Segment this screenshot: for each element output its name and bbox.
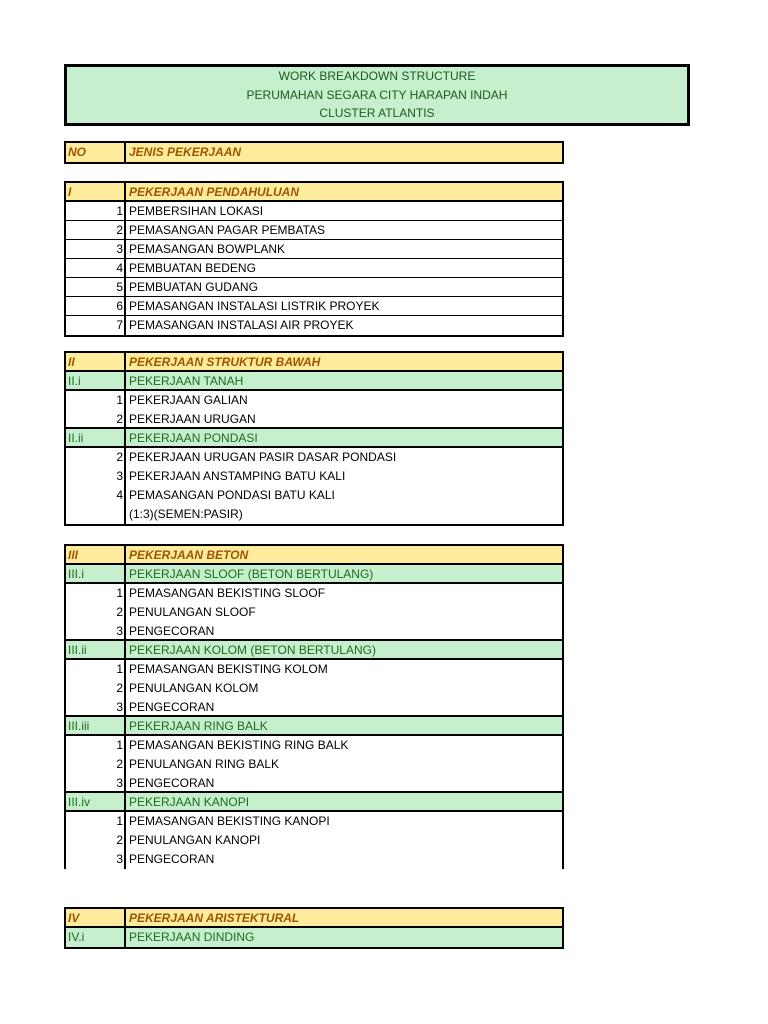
item-label: PEMASANGAN PONDASI BATU KALI xyxy=(129,488,335,502)
subsection-title: PEKERJAAN DINDING xyxy=(129,930,255,944)
item-label: PENULANGAN KANOPI xyxy=(129,833,261,847)
item-label: PENULANGAN KOLOM xyxy=(129,681,259,695)
table-row xyxy=(66,221,562,240)
subsection-no: II.ii xyxy=(66,429,126,446)
item-label: PEMASANGAN BEKISTING SLOOF xyxy=(129,586,326,600)
item-number: 7 xyxy=(66,316,126,335)
item-number: 2 xyxy=(66,679,126,698)
table-row xyxy=(66,278,562,297)
table-row xyxy=(66,316,562,335)
table-row xyxy=(66,660,562,679)
column-header-jenis: JENIS PEKERJAAN xyxy=(129,145,242,159)
section-title: PEKERJAAN PENDAHULUAN xyxy=(129,185,300,199)
item-label: PENULANGAN SLOOF xyxy=(129,605,256,619)
subsection-no: III.iii xyxy=(66,717,126,734)
table-row xyxy=(66,603,562,622)
column-header-table xyxy=(64,141,564,164)
table-row xyxy=(66,410,562,429)
subsection-row xyxy=(66,793,562,812)
section-no: I xyxy=(66,183,126,200)
table-row xyxy=(66,831,562,850)
table-row xyxy=(66,679,562,698)
table-row xyxy=(66,486,562,505)
subsection-no: IV.i xyxy=(66,928,126,947)
section-no: II xyxy=(66,353,126,370)
item-label: PENGECORAN xyxy=(129,852,215,866)
item-label: PENGECORAN xyxy=(129,624,215,638)
subsection-no: III.i xyxy=(66,565,126,582)
subsection-row xyxy=(66,641,562,660)
title-line-2: PERUMAHAN SEGARA CITY HARAPAN INDAH xyxy=(246,87,508,102)
item-label: PEMASANGAN BEKISTING RING BALK xyxy=(129,738,349,752)
subsection-title: PEKERJAAN RING BALK xyxy=(129,719,268,733)
section-header-row xyxy=(66,353,562,372)
section-table-1 xyxy=(64,181,564,337)
item-number: 5 xyxy=(66,278,126,296)
section-title: PEKERJAAN STRUKTUR BAWAH xyxy=(129,355,321,369)
item-label: PEKERJAAN ANSTAMPING BATU KALI xyxy=(129,469,346,483)
item-number: 1 xyxy=(66,660,126,679)
title-box xyxy=(64,64,690,126)
table-row xyxy=(66,391,562,410)
table-row xyxy=(66,698,562,717)
item-number: 2 xyxy=(66,221,126,239)
subsection-title: PEKERJAAN PONDASI xyxy=(129,431,258,445)
item-label: PENGECORAN xyxy=(129,776,215,790)
table-row xyxy=(66,467,562,486)
item-number: 6 xyxy=(66,297,126,315)
item-number: 1 xyxy=(66,202,126,220)
table-row xyxy=(66,584,562,603)
subsection-no: III.ii xyxy=(66,641,126,658)
table-row xyxy=(66,774,562,793)
section-table-4 xyxy=(64,907,564,949)
item-number: 3 xyxy=(66,467,126,486)
column-header-row xyxy=(66,143,562,162)
item-label: PEKERJAAN URUGAN PASIR DASAR PONDASI xyxy=(129,450,397,464)
table-row xyxy=(66,448,562,467)
item-number: 4 xyxy=(66,486,126,505)
section-no: IV xyxy=(66,909,126,926)
table-row xyxy=(66,240,562,259)
item-label: PEMASANGAN BEKISTING KANOPI xyxy=(129,814,330,828)
subsection-row xyxy=(66,928,562,947)
table-row xyxy=(66,736,562,755)
item-label: PEMBUATAN BEDENG xyxy=(129,261,256,275)
section-table-2 xyxy=(64,351,564,526)
item-number: 4 xyxy=(66,259,126,277)
section-header-row xyxy=(66,183,562,202)
item-number: 2 xyxy=(66,755,126,774)
item-number: 2 xyxy=(66,603,126,622)
subsection-row xyxy=(66,565,562,584)
item-label: PEMASANGAN INSTALASI LISTRIK PROYEK xyxy=(129,299,380,313)
title-line-1: WORK BREAKDOWN STRUCTURE xyxy=(278,69,476,83)
item-number: 3 xyxy=(66,622,126,639)
item-label: PEMASANGAN BOWPLANK xyxy=(129,242,286,256)
subsection-row xyxy=(66,717,562,736)
item-label: PEKERJAAN URUGAN xyxy=(129,412,256,426)
item-number: 2 xyxy=(66,831,126,850)
subsection-no: III.iv xyxy=(66,793,126,810)
item-number: 1 xyxy=(66,812,126,831)
table-row xyxy=(66,297,562,316)
section-header-row xyxy=(66,546,562,565)
item-label: PEMBUATAN GUDANG xyxy=(129,280,258,294)
table-row xyxy=(66,622,562,641)
item-number: 1 xyxy=(66,584,126,603)
table-row xyxy=(66,202,562,221)
table-row xyxy=(66,505,562,524)
column-header-no: NO xyxy=(66,143,126,162)
item-number: 1 xyxy=(66,736,126,755)
item-number: 1 xyxy=(66,391,126,410)
section-header-row xyxy=(66,909,562,928)
item-label: PEKERJAAN GALIAN xyxy=(129,393,248,407)
table-row xyxy=(66,850,562,869)
table-row xyxy=(66,755,562,774)
item-label: PENGECORAN xyxy=(129,700,215,714)
title-line-3: CLUSTER ATLANTIS xyxy=(319,106,435,120)
table-row xyxy=(66,812,562,831)
subsection-no: II.i xyxy=(66,372,126,389)
subsection-title: PEKERJAAN KANOPI xyxy=(129,795,250,809)
section-no: III xyxy=(66,546,126,563)
item-number: 2 xyxy=(66,410,126,427)
table-row xyxy=(66,259,562,278)
item-label: PENULANGAN RING BALK xyxy=(129,757,280,771)
item-label: PEMASANGAN BEKISTING KOLOM xyxy=(129,662,328,676)
section-table-3 xyxy=(64,544,564,869)
item-number: 3 xyxy=(66,698,126,715)
item-label: (1:3)(SEMEN:PASIR) xyxy=(129,507,243,521)
item-label: PEMASANGAN PAGAR PEMBATAS xyxy=(129,223,326,237)
item-number: 3 xyxy=(66,774,126,791)
subsection-title: PEKERJAAN SLOOF (BETON BERTULANG) xyxy=(129,567,374,581)
subsection-title: PEKERJAAN KOLOM (BETON BERTULANG) xyxy=(129,643,376,657)
item-number: 2 xyxy=(66,448,126,467)
subsection-row xyxy=(66,372,562,391)
section-title: PEKERJAAN BETON xyxy=(129,548,249,562)
item-number: 3 xyxy=(66,240,126,258)
item-number xyxy=(66,505,126,524)
item-number: 3 xyxy=(66,850,126,869)
subsection-row xyxy=(66,429,562,448)
item-label: PEMBERSIHAN LOKASI xyxy=(129,204,264,218)
subsection-title: PEKERJAAN TANAH xyxy=(129,374,244,388)
section-title: PEKERJAAN ARISTEKTURAL xyxy=(129,911,300,925)
item-label: PEMASANGAN INSTALASI AIR PROYEK xyxy=(129,318,354,332)
